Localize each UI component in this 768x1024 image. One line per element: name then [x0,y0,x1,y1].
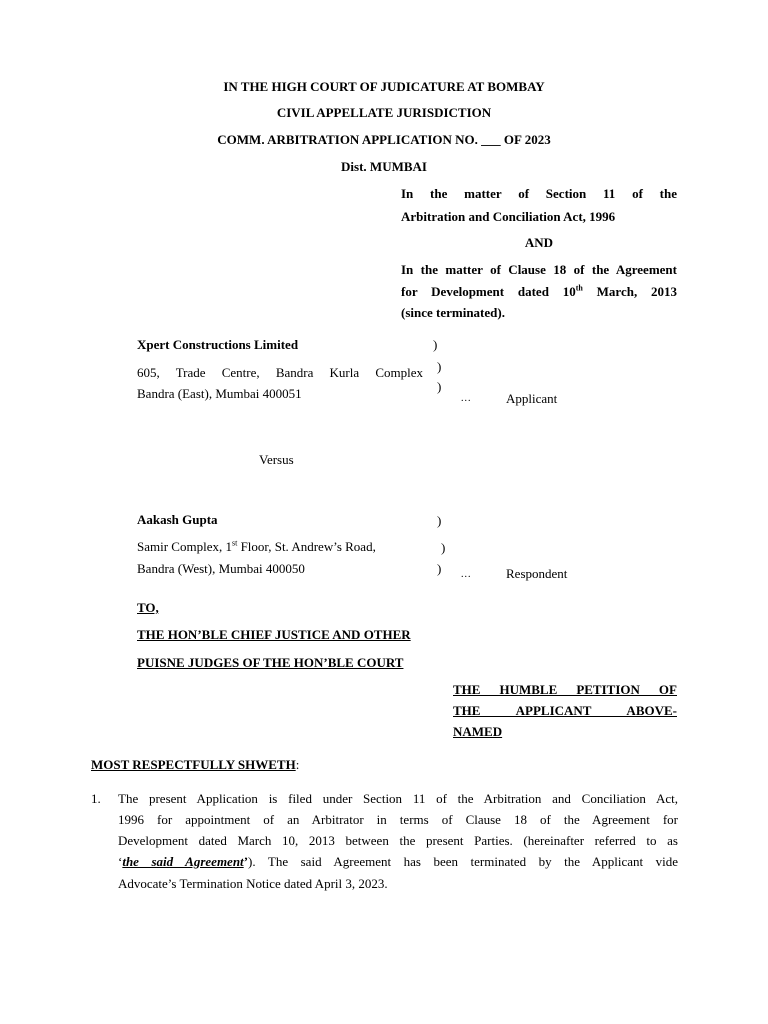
district: Dist. MUMBAI [341,159,427,174]
defined-term: the said Agreement [122,854,244,869]
address-to-line-1: THE HON’BLE CHIEF JUSTICE AND OTHER [137,627,411,642]
respondent-address-2: Bandra (West), Mumbai 400050 [137,561,305,576]
court-title: IN THE HIGH COURT OF JUDICATURE AT BOMBAY [223,79,545,94]
paragraph-line-2: 1996 for appointment of an Arbitrator in terms of Clause 18 of the Agreement for [118,812,678,827]
matter-line-5: (since terminated). [401,305,505,320]
petition-line-2: THE APPLICANT ABOVE- [453,703,677,718]
versus: Versus [259,452,294,467]
bracket: ) [437,513,442,528]
petition-line-1: THE HUMBLE PETITION OF [453,682,677,697]
applicant-dots: ... [461,393,472,404]
respondent-address-1: Samir Complex, 1st Floor, St. Andrew’s Road, [137,538,376,554]
matter-line-3: In the matter of Clause 18 of the Agreement [401,262,677,277]
paragraph-number: 1. [91,791,101,806]
matter-line-1: In the matter of Section 11 of the [401,186,677,201]
matter-and: AND [524,235,554,250]
paragraph-line-4: ‘the said Agreement’). The said Agreement has been terminated by the Applicant vide [118,854,679,869]
salutation: MOST RESPECTFULLY SHWETH: [91,757,300,772]
bracket: ) [437,359,442,374]
respondent-role: Respondent [506,566,568,581]
bracket: ) [441,540,446,555]
matter-line-4: for Development dated 10th March, 2013 [401,283,677,299]
matter-line-2: Arbitration and Conciliation Act, 1996 [401,209,616,224]
paragraph-line-5: Advocate’s Termination Notice dated April 3, 2023. [118,876,388,891]
applicant-role: Applicant [506,391,558,406]
respondent-name: Aakash Gupta [137,512,218,527]
respondent-dots: ... [461,569,472,580]
jurisdiction-title: CIVIL APPELLATE JURISDICTION [276,105,492,120]
applicant-address-2: Bandra (East), Mumbai 400051 [137,386,302,401]
paragraph-line-3: Development dated March 10, 2013 between the present Parties. (hereinafter referred to as [118,833,678,848]
paragraph-line-1: The present Application is filed under Section 11 of the Arbitration and Conciliation Act, [118,791,678,806]
petition-line-3: NAMED [453,724,503,739]
applicant-address-1: 605, Trade Centre, Bandra Kurla Complex [137,365,423,380]
address-to-line-2: PUISNE JUDGES OF THE HON’BLE COURT [137,655,404,670]
bracket: ) [437,561,442,576]
bracket: ) [433,337,438,352]
address-to: TO, [137,600,159,615]
bracket: ) [437,379,442,394]
applicant-name: Xpert Constructions Limited [137,337,299,352]
application-number: COMM. ARBITRATION APPLICATION NO. ___ OF 2023 [217,132,551,147]
